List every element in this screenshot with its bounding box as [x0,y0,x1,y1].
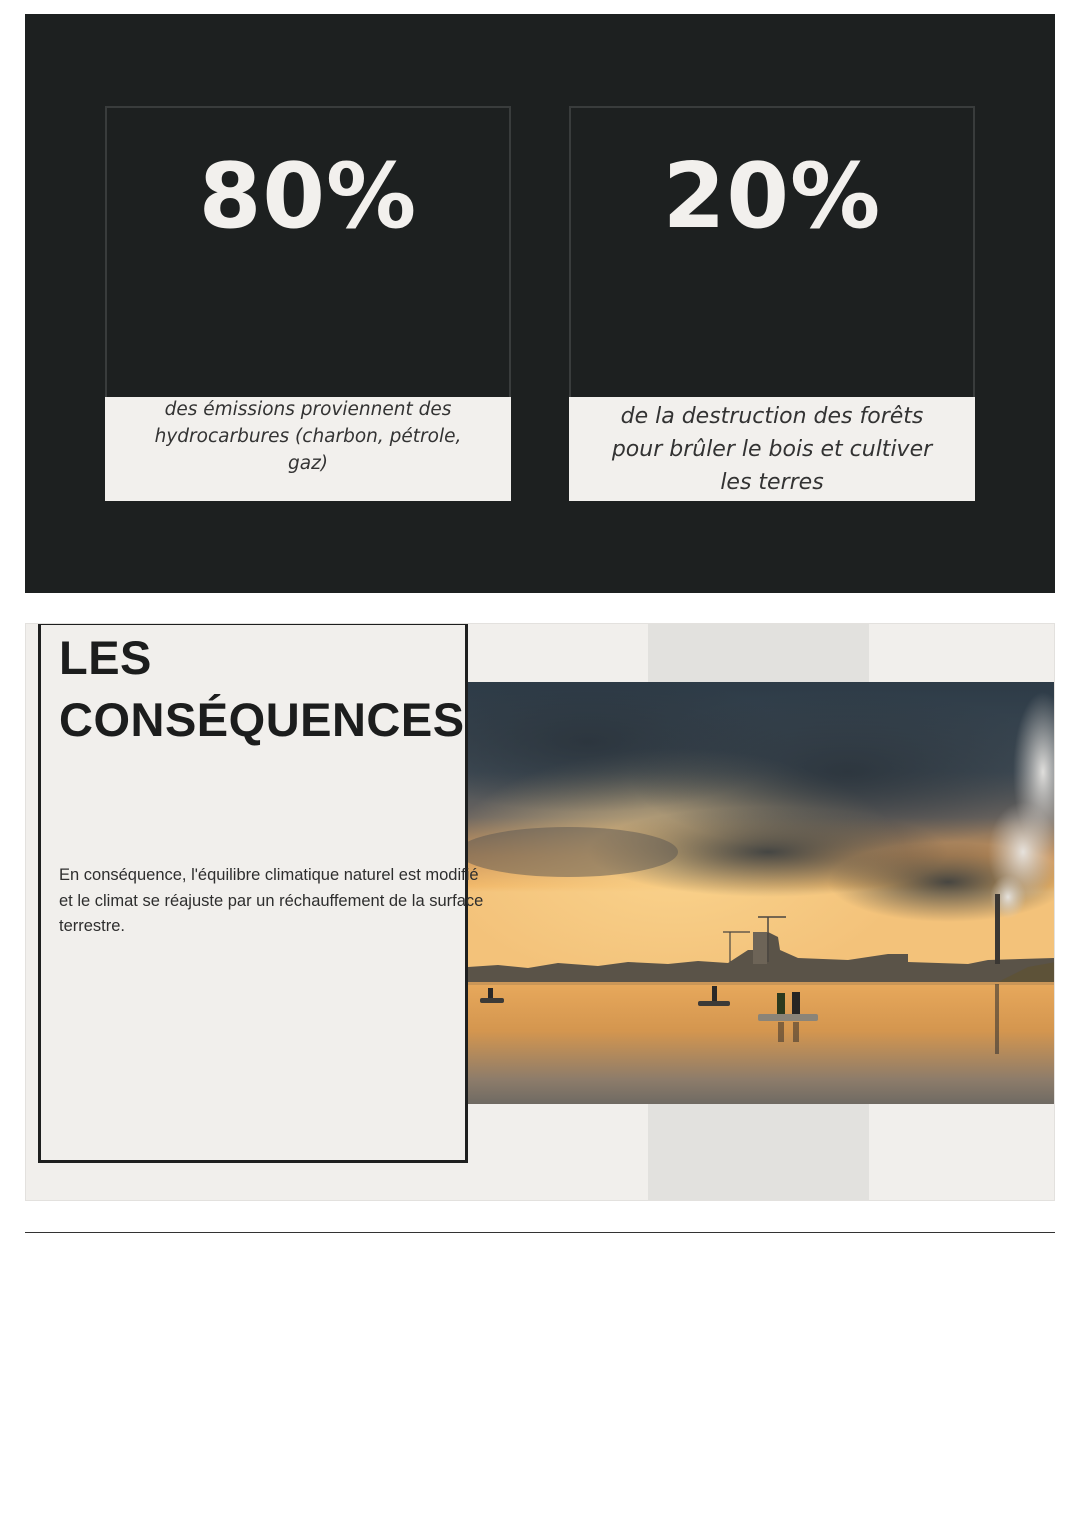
stat-caption-box [105,397,511,501]
title-line-2: CONSÉQUENCES [59,693,465,746]
section-body: En conséquence, l'équilibre climatique naturel est modifié et le climat se réajuste par un réchauffement de la surface terrestre. [59,866,484,935]
title-line-1: LES [59,631,152,684]
stat-value: 20% [662,144,882,249]
storm-lake-photo [468,682,1055,1104]
stat-caption: de la destruction des forêts pour brûler le bois et cultiver les terres [611,403,933,495]
stat-caption: des émissions proviennent des hydrocarbures (charbon, pétrole, gaz) [154,399,462,474]
stats-slide [25,14,1055,593]
stat-value: 80% [198,144,418,249]
stat-card-20 [569,106,975,501]
photo-illustration [468,682,1055,1104]
stat-caption-box [569,397,975,501]
section-title [59,627,465,751]
stat-card-80 [105,106,511,501]
page-divider [25,1232,1055,1233]
consequences-slide [25,623,1055,1201]
text-panel [38,623,484,1163]
